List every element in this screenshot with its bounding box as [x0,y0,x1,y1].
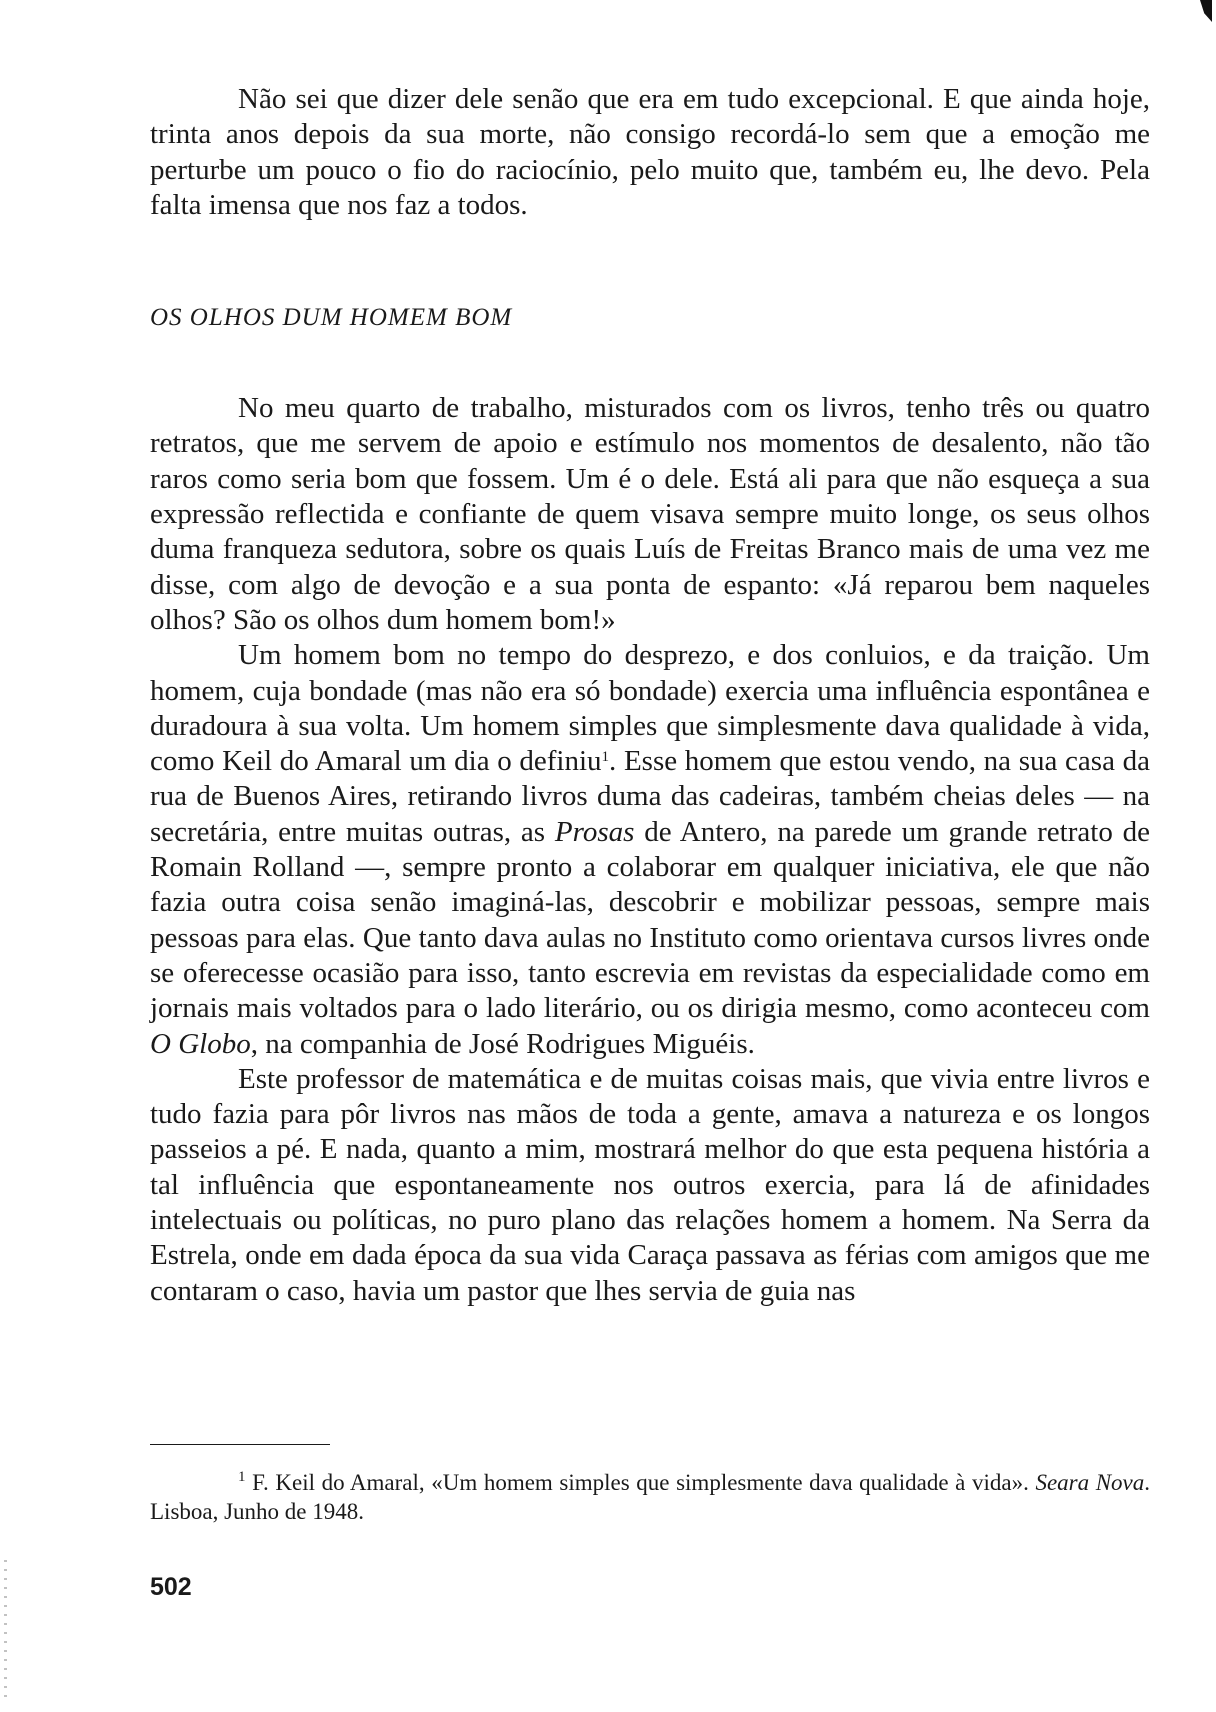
paragraph-3-part-a: Um homem bom no tempo do desprezo, e dos conluios, e da traição. Um homem, cuja bondade (mas não era só bondade) exercia uma influência espontânea e duradoura à sua volta. Um homem simples que simplesmente dava qualidade à vida, como Keil do Amaral um dia o definiu [150,639,1150,778]
paragraph-2: No meu quarto de trabalho, misturados com os livros, tenho três ou quatro retratos, que me servem de apoio e estímulo nos momentos de desalento, não tão raros como seria bom que fossem. Um é o dele. Está ali para que não esqueça a sua expressão reflectida e confiante de quem visava sempre muito longe, os seus olhos duma franqueza sedutora, sobre os quais Luís de Freitas Branco mais de uma vez me disse, com algo de devoção e a sua ponta de espanto: «Já reparou bem naqueles olhos? São os olhos dum homem bom!» [150,392,1150,636]
scan-margin-specks [4,1560,7,1700]
footnote-text-a: F. Keil do Amaral, «Um homem simples que simplesmente dava qualidade à vida». [245,1470,1036,1495]
paragraph-3 [150,638,1150,1062]
page-body [150,82,1150,1309]
footnote-text-b: . Lisboa, Junho de 1948. [150,1470,1150,1524]
paragraph-1: Não sei que dizer dele senão que era em tudo excepcional. E que ainda hoje, trinta anos depois da sua morte, não consigo recordá-lo sem que a emoção me perturbe um pouco o fio do raciocínio, pelo muito que, também eu, lhe devo. Pela falta imensa que nos faz a todos. [150,83,1150,221]
page-number: 502 [150,1573,192,1601]
footnote [150,1468,1150,1526]
paragraph-4: Este professor de matemática e de muitas coisas mais, que vivia entre livros e tudo fazia para pôr livros nas mãos de toda a gente, amava a natureza e os longos passeios a pé. E nada, quanto a mim, mostrará melhor do que esta pequena história a tal influência que espontaneamente nos outros exercia, para lá de afinidades intelectuais ou políticas, no puro plano das relações homem a homem. Na Serra da Estrela, onde em dada época da sua vida Caraça passava as férias com amigos que me contaram o caso, havia um pastor que lhes servia de guia nas [150,1062,1150,1307]
footnote-divider [150,1444,330,1445]
paragraph-3-part-b: . Esse homem que estou vendo, na sua casa da rua de Buenos Aires, retirando livros duma das cadeiras, também cheias deles — na secretária, entre muitas outras, as [150,745,1150,848]
section-title: OS OLHOS DUM HOMEM BOM [150,304,513,332]
newspaper-title-o-globo: O Globo [150,1027,251,1060]
footnote-source-title: Seara Nova [1035,1470,1145,1495]
paragraph-3-part-c: de Antero, na parede um grande retrato de Romain Rolland —, sempre pronto a colaborar em qualquer iniciativa, ele que não fazia outra coisa senão imaginá-las, descobrir e mobilizar pessoas, sempre mais pessoas para elas. Que tanto dava aulas no Instituto como orientava cursos livres onde se oferecesse ocasião para isso, tanto escrevia em revistas da especialidade como em jornais mais voltados para o lado literário, ou os dirigia mesmo, como aconteceu com [150,815,1150,1025]
book-title-prosas: Prosas [554,815,635,848]
scan-corner-mark [1200,0,1212,22]
footnote-reference: 1 [601,749,610,766]
paragraph-3-part-d: , na companhia de José Rodrigues Miguéis. [250,1027,755,1060]
footnote-number: 1 [238,1469,246,1485]
